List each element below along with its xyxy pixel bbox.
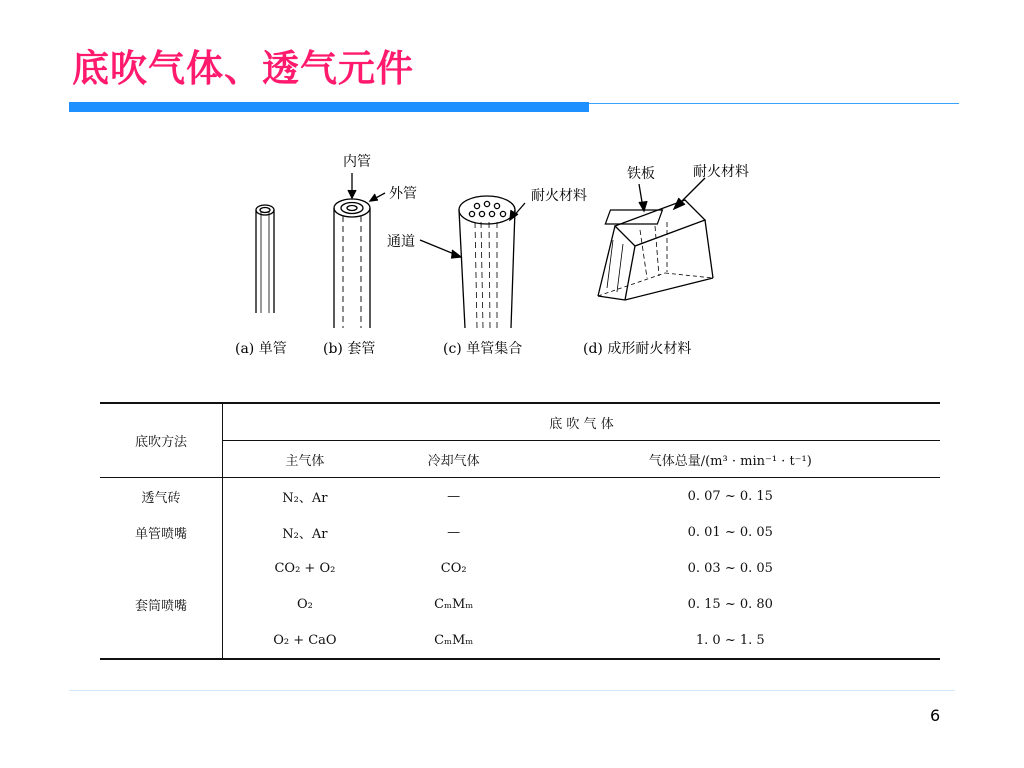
caption-multi-hole: (c) 单管集合 (443, 341, 523, 357)
row-cooling-gas: CₘMₘ (434, 596, 474, 612)
table-row (100, 514, 940, 550)
table-row (100, 622, 940, 658)
single-tube-drawing (256, 205, 274, 313)
row-total-gas: 0. 15 ~ 0. 80 (687, 596, 773, 612)
row-cooling-gas: — (447, 524, 461, 540)
header-cooling-gas: 冷却气体 (427, 453, 480, 469)
row-cooling-gas: — (447, 488, 461, 504)
caption-sleeve-tube: (b) 套管 (323, 341, 376, 357)
row-cooling-gas: CₘMₘ (434, 632, 474, 648)
footer-rule (69, 690, 955, 691)
refractory-label-d: 耐火材料 (693, 164, 749, 180)
page-number: 6 (930, 706, 941, 725)
tuyere-diagram (215, 148, 805, 378)
title-underline-thin (589, 103, 959, 104)
row-method (100, 622, 223, 658)
title-underline-thick (69, 102, 589, 112)
table-row (100, 478, 940, 515)
table-row (100, 586, 940, 622)
row-method: 单管喷嘴 (100, 514, 223, 550)
row-total-gas: 0. 03 ~ 0. 05 (687, 560, 773, 576)
row-total-gas: 0. 01 ~ 0. 05 (687, 524, 773, 540)
iron-plate-label: 铁板 (627, 166, 655, 182)
row-method (100, 550, 223, 586)
row-cooling-gas: CO₂ (440, 560, 467, 576)
outer-tube-label: 外管 (389, 186, 417, 202)
row-total-gas: 0. 07 ~ 0. 15 (687, 488, 773, 504)
row-main-gas: N₂、Ar (282, 490, 328, 506)
sleeve-tube-drawing (334, 173, 385, 328)
shaped-refractory-drawing (598, 178, 713, 300)
table-row (100, 550, 940, 586)
refractory-label-c: 耐火材料 (531, 188, 587, 204)
caption-single-tube: (a) 单管 (235, 341, 287, 357)
row-main-gas: O₂ (296, 596, 313, 612)
row-method: 透气砖 (100, 478, 223, 515)
header-main-gas: 主气体 (285, 453, 325, 469)
bottom-blowing-table (100, 402, 940, 660)
slide-title: 底吹气体、透气元件 (72, 47, 414, 90)
multi-hole-block-drawing (420, 196, 525, 328)
header-method: 底吹方法 (100, 404, 223, 477)
header-gas-group: 底 吹 气 体 (223, 404, 941, 441)
row-total-gas: 1. 0 ~ 1. 5 (695, 632, 765, 648)
caption-shaped-refractory: (d) 成形耐火材料 (583, 341, 692, 357)
channel-label: 通道 (387, 234, 415, 250)
inner-tube-label: 内管 (343, 154, 371, 170)
row-main-gas: O₂ + CaO (273, 632, 337, 648)
row-method: 套筒喷嘴 (100, 586, 223, 622)
header-total-gas: 气体总量/(m³ · min⁻¹ · t⁻¹) (648, 453, 812, 469)
row-main-gas: N₂、Ar (282, 526, 328, 542)
row-main-gas: CO₂ + O₂ (274, 560, 336, 576)
tuyere-diagram-svg (215, 148, 805, 378)
